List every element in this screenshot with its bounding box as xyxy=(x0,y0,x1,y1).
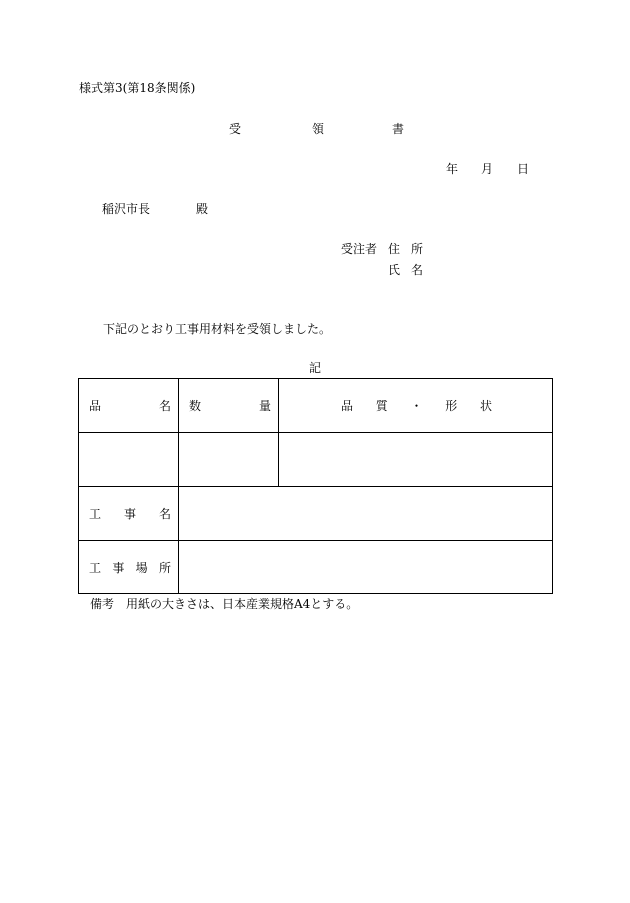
header-quality-shape: 品 質 ・ 形 状 xyxy=(279,379,553,433)
address-label-1: 住 xyxy=(388,242,401,256)
body-text: 下記のとおり工事用材料を受領しました。 xyxy=(103,322,332,336)
form-number: 様式第3(第18条関係) xyxy=(79,81,196,95)
remark-text: 備考 用紙の大きさは、日本産業規格A4とする。 xyxy=(90,597,359,611)
title-char-2: 領 xyxy=(312,122,325,136)
addressee-honorific: 殿 xyxy=(196,202,209,216)
item-name-cell xyxy=(79,433,179,487)
quality-shape-cell xyxy=(279,433,553,487)
date-year: 年 xyxy=(446,162,459,176)
header-item-name: 品 名 xyxy=(79,379,179,433)
work-name-value xyxy=(179,487,553,541)
addressee-name: 稲沢市長 xyxy=(102,202,151,216)
title-char-3: 書 xyxy=(392,122,405,136)
header-quantity: 数 量 xyxy=(179,379,279,433)
quantity-cell xyxy=(179,433,279,487)
name-label-1: 氏 xyxy=(388,263,401,277)
date-day: 日 xyxy=(517,162,530,176)
title-char-1: 受 xyxy=(229,122,242,136)
work-place-value xyxy=(179,541,553,594)
table-row xyxy=(79,433,553,487)
table-header-row xyxy=(79,379,553,433)
address-label-2: 所 xyxy=(411,242,424,256)
work-name-row xyxy=(79,487,553,541)
receipt-table xyxy=(78,378,553,594)
document-title xyxy=(229,123,409,137)
ki-label: 記 xyxy=(309,361,322,375)
work-place-row xyxy=(79,541,553,594)
date-line xyxy=(446,163,536,177)
contractor-label: 受注者 xyxy=(341,242,378,256)
work-name-label: 工 事 名 xyxy=(79,487,179,541)
name-label-2: 名 xyxy=(411,263,424,277)
date-month: 月 xyxy=(481,162,494,176)
work-place-label: 工 事 場 所 xyxy=(79,541,179,594)
